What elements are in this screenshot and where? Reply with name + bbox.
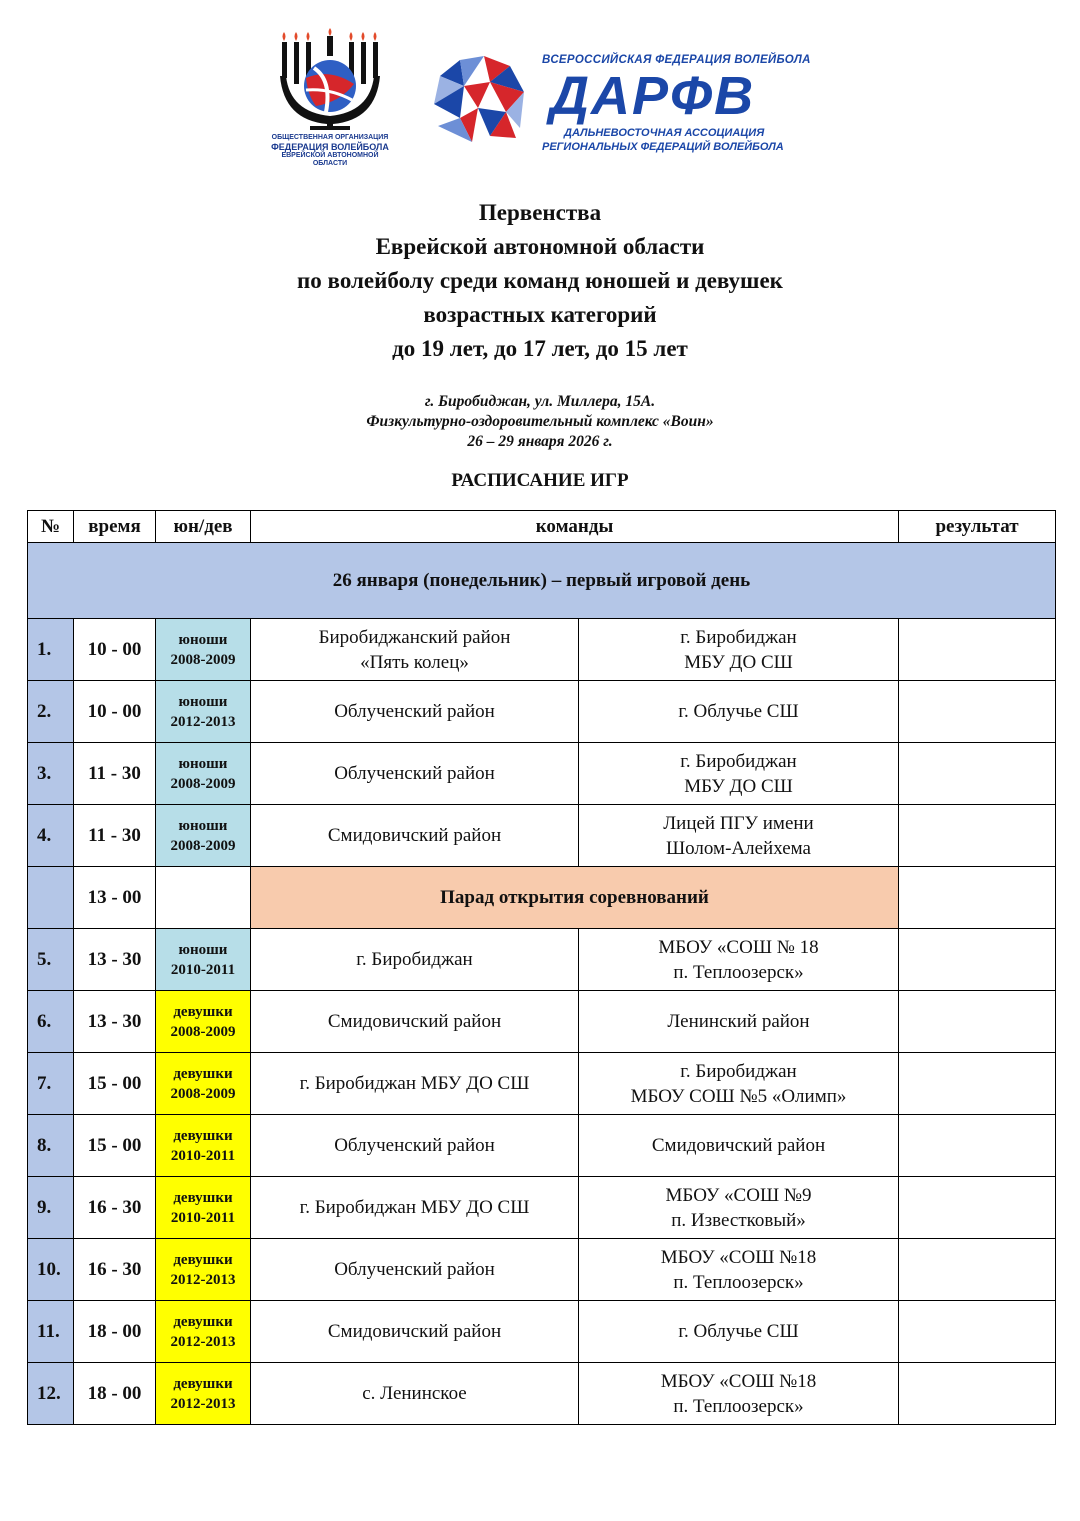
- team-1: [251, 1115, 579, 1177]
- row-result: [899, 1239, 1056, 1301]
- team-1-line1: Облученский район: [334, 763, 495, 784]
- row-num: 11.: [28, 1301, 74, 1363]
- darfv-sub-line2: РЕГИОНАЛЬНЫХ ФЕДЕРАЦИЙ ВОЛЕЙБОЛА: [542, 141, 784, 153]
- row-num: 10.: [28, 1239, 74, 1301]
- team-2-line2: Шолом-Алейхема: [666, 837, 811, 859]
- darfv-sub-line1: ДАЛЬНЕВОСТОЧНАЯ АССОЦИАЦИЯ: [564, 127, 765, 139]
- team-2: [579, 1115, 899, 1177]
- row-time: 13 - 30: [74, 991, 156, 1053]
- table-header-row: [28, 511, 1056, 543]
- table-row: [28, 619, 1056, 681]
- document-title: [0, 196, 1080, 366]
- team-2: [579, 1239, 899, 1301]
- federation-caption-line3: ЕВРЕЙСКОЙ АВТОНОМНОЙ ОБЛАСТИ: [281, 152, 379, 167]
- header-time: время: [74, 511, 156, 543]
- venue-complex: Физкультурно-оздоровительный комплекс «Воин»: [366, 413, 714, 430]
- row-result: [899, 1363, 1056, 1425]
- row-time: 10 - 00: [74, 619, 156, 681]
- row-time: 18 - 00: [74, 1301, 156, 1363]
- team-1-line1: Биробиджанский район: [318, 626, 511, 648]
- team-2-line1: Ленинский район: [667, 1011, 810, 1032]
- category-gender: юноши: [178, 631, 228, 648]
- team-2-line2: п. Известковый»: [671, 1209, 806, 1231]
- category-years: 2008-2009: [170, 775, 236, 792]
- row-result: [899, 929, 1056, 991]
- row-result: [899, 743, 1056, 805]
- table-row: [28, 1301, 1056, 1363]
- table-row: [28, 929, 1056, 991]
- team-2: [579, 991, 899, 1053]
- team-1-line1: Облученский район: [334, 1135, 495, 1156]
- schedule-table: [27, 510, 1056, 1425]
- team-2: [579, 1301, 899, 1363]
- row-time: 18 - 00: [74, 1363, 156, 1425]
- table-row: [28, 743, 1056, 805]
- team-2: [579, 743, 899, 805]
- team-1-line1: г. Биробиджан МБУ ДО СШ: [299, 1197, 530, 1218]
- team-1-line1: г. Биробиджан: [356, 949, 473, 970]
- team-1-line1: Смидовичский район: [327, 1321, 502, 1342]
- row-category: [156, 867, 251, 929]
- row-category: [156, 1301, 251, 1363]
- category-years: 2008-2009: [170, 1023, 236, 1040]
- row-category: [156, 991, 251, 1053]
- team-2-line1: г. Биробиджан: [680, 626, 797, 648]
- table-row: [28, 1363, 1056, 1425]
- row-num: 6.: [28, 991, 74, 1053]
- day-row: [28, 543, 1056, 619]
- row-num: 12.: [28, 1363, 74, 1425]
- volleyball-mosaic-icon: [420, 46, 540, 156]
- category-gender: девушки: [173, 1375, 233, 1392]
- team-2-line1: г. Облучье СШ: [678, 1321, 799, 1342]
- team-2-line1: Лицей ПГУ имени: [663, 812, 814, 834]
- row-num: 9.: [28, 1177, 74, 1239]
- row-time: 15 - 00: [74, 1115, 156, 1177]
- category-years: 2008-2009: [170, 1085, 236, 1102]
- row-result: [899, 1053, 1056, 1115]
- team-2-line1: МБОУ «СОШ №18: [660, 1370, 817, 1392]
- category-years: 2008-2009: [170, 837, 236, 854]
- row-time: 13 - 30: [74, 929, 156, 991]
- team-2-line2: п. Теплоозерск»: [673, 1271, 804, 1293]
- category-years: 2010-2011: [170, 961, 236, 978]
- category-years: 2012-2013: [170, 713, 236, 730]
- title-line2: Еврейской автономной области: [375, 234, 705, 259]
- team-2-line1: Смидовичский район: [651, 1135, 826, 1156]
- darfv-top-text: ВСЕРОССИЙСКАЯ ФЕДЕРАЦИЯ ВОЛЕЙБОЛА: [542, 54, 811, 66]
- team-1: [251, 1239, 579, 1301]
- row-time: 13 - 00: [74, 867, 156, 929]
- row-category: [156, 1239, 251, 1301]
- row-result: [899, 619, 1056, 681]
- category-years: 2012-2013: [170, 1333, 236, 1350]
- row-category: [156, 681, 251, 743]
- team-1: [251, 805, 579, 867]
- row-num: 1.: [28, 619, 74, 681]
- team-2-line2: п. Теплоозерск»: [673, 961, 804, 983]
- category-years: 2012-2013: [170, 1271, 236, 1288]
- team-1: [251, 681, 579, 743]
- team-1: [251, 619, 579, 681]
- team-1: [251, 1177, 579, 1239]
- table-row: [28, 1115, 1056, 1177]
- team-1: [251, 1301, 579, 1363]
- venue-dates: 26 – 29 января 2026 г.: [467, 433, 613, 450]
- title-line5: до 19 лет, до 17 лет, до 15 лет: [392, 336, 688, 361]
- table-row: [28, 1239, 1056, 1301]
- venue-info: [0, 392, 1080, 452]
- team-2-line1: МБОУ «СОШ № 18: [658, 936, 819, 958]
- team-2: [579, 1363, 899, 1425]
- team-2: [579, 1177, 899, 1239]
- parade-row: [28, 867, 1056, 929]
- team-2-line1: г. Биробиджан: [680, 1060, 797, 1082]
- header-num: №: [28, 511, 74, 543]
- category-gender: девушки: [173, 1189, 233, 1206]
- category-years: 2012-2013: [170, 1395, 236, 1412]
- table-row: [28, 681, 1056, 743]
- row-time: 16 - 30: [74, 1239, 156, 1301]
- team-2-line2: МБОУ СОШ №5 «Олимп»: [630, 1085, 847, 1107]
- federation-caption-line1: ОБЩЕСТВЕННАЯ ОРГАНИЗАЦИЯ: [271, 134, 389, 141]
- team-1: [251, 743, 579, 805]
- row-result: [899, 681, 1056, 743]
- team-1-line1: Смидовичский район: [327, 825, 502, 846]
- row-num: 7.: [28, 1053, 74, 1115]
- team-1-line2: «Пять колец»: [360, 651, 469, 673]
- row-category: [156, 743, 251, 805]
- team-2: [579, 681, 899, 743]
- day-label: 26 января (понедельник) – первый игровой день: [28, 543, 1056, 619]
- title-line3: по волейболу среди команд юношей и девушек: [297, 268, 783, 293]
- team-1-line1: г. Биробиджан МБУ ДО СШ: [299, 1073, 530, 1094]
- team-1: [251, 1363, 579, 1425]
- parade-label: Парад открытия соревнований: [251, 867, 899, 929]
- row-category: [156, 1363, 251, 1425]
- logos-header: [0, 28, 1080, 168]
- row-time: 15 - 00: [74, 1053, 156, 1115]
- team-1: [251, 1053, 579, 1115]
- team-2-line1: г. Биробиджан: [680, 750, 797, 772]
- row-result: [899, 991, 1056, 1053]
- team-1-line1: с. Ленинское: [362, 1383, 467, 1404]
- volleyball-federation-logo: [270, 28, 390, 167]
- team-1-line1: Смидовичский район: [327, 1011, 502, 1032]
- category-gender: девушки: [173, 1251, 233, 1268]
- category-gender: девушки: [173, 1313, 233, 1330]
- team-2-line2: п. Теплоозерск»: [673, 1395, 804, 1417]
- header-result: результат: [899, 511, 1056, 543]
- table-row: [28, 1177, 1056, 1239]
- table-row: [28, 991, 1056, 1053]
- row-result: [899, 1301, 1056, 1363]
- category-gender: юноши: [178, 755, 228, 772]
- title-line4: возрастных категорий: [423, 302, 657, 327]
- row-num: 8.: [28, 1115, 74, 1177]
- team-2: [579, 619, 899, 681]
- title-line1: Первенства: [478, 200, 602, 225]
- team-1: [251, 929, 579, 991]
- team-2: [579, 805, 899, 867]
- row-category: [156, 1115, 251, 1177]
- team-2: [579, 929, 899, 991]
- row-num: 5.: [28, 929, 74, 991]
- row-category: [156, 1053, 251, 1115]
- row-time: 11 - 30: [74, 805, 156, 867]
- row-category: [156, 619, 251, 681]
- category-years: 2010-2011: [170, 1147, 236, 1164]
- header-teams: команды: [251, 511, 899, 543]
- row-num: [28, 867, 74, 929]
- row-result: [899, 1115, 1056, 1177]
- team-1-line1: Облученский район: [334, 1259, 495, 1280]
- team-2-line1: г. Облучье СШ: [678, 701, 799, 722]
- table-row: [28, 1053, 1056, 1115]
- category-years: 2010-2011: [170, 1209, 236, 1226]
- row-num: 4.: [28, 805, 74, 867]
- schedule-heading: РАСПИСАНИЕ ИГР: [451, 470, 629, 491]
- row-result: [899, 1177, 1056, 1239]
- row-time: 10 - 00: [74, 681, 156, 743]
- row-time: 16 - 30: [74, 1177, 156, 1239]
- row-category: [156, 929, 251, 991]
- category-gender: девушки: [173, 1003, 233, 1020]
- team-2-line2: МБУ ДО СШ: [684, 775, 793, 797]
- category-gender: девушки: [173, 1065, 233, 1082]
- row-result: [899, 867, 1056, 929]
- team-2-line2: МБУ ДО СШ: [684, 651, 793, 673]
- venue-address: г. Биробиджан, ул. Миллера, 15А.: [424, 393, 656, 410]
- row-category: [156, 805, 251, 867]
- category-gender: юноши: [178, 693, 228, 710]
- row-result: [899, 805, 1056, 867]
- row-category: [156, 1177, 251, 1239]
- federation-caption-line2: ФЕДЕРАЦИЯ ВОЛЕЙБОЛА: [271, 142, 389, 152]
- category-gender: юноши: [178, 941, 228, 958]
- header-category: юн/дев: [156, 511, 251, 543]
- team-2-line1: МБОУ «СОШ №18: [660, 1246, 817, 1268]
- category-gender: юноши: [178, 817, 228, 834]
- row-num: 2.: [28, 681, 74, 743]
- row-num: 3.: [28, 743, 74, 805]
- category-years: 2008-2009: [170, 651, 236, 668]
- team-2-line1: МБОУ «СОШ №9: [665, 1184, 812, 1206]
- darfv-wordmark: ДАРФВ: [550, 66, 756, 126]
- team-1: [251, 991, 579, 1053]
- row-time: 11 - 30: [74, 743, 156, 805]
- team-2: [579, 1053, 899, 1115]
- team-1-line1: Облученский район: [334, 701, 495, 722]
- table-row: [28, 805, 1056, 867]
- category-gender: девушки: [173, 1127, 233, 1144]
